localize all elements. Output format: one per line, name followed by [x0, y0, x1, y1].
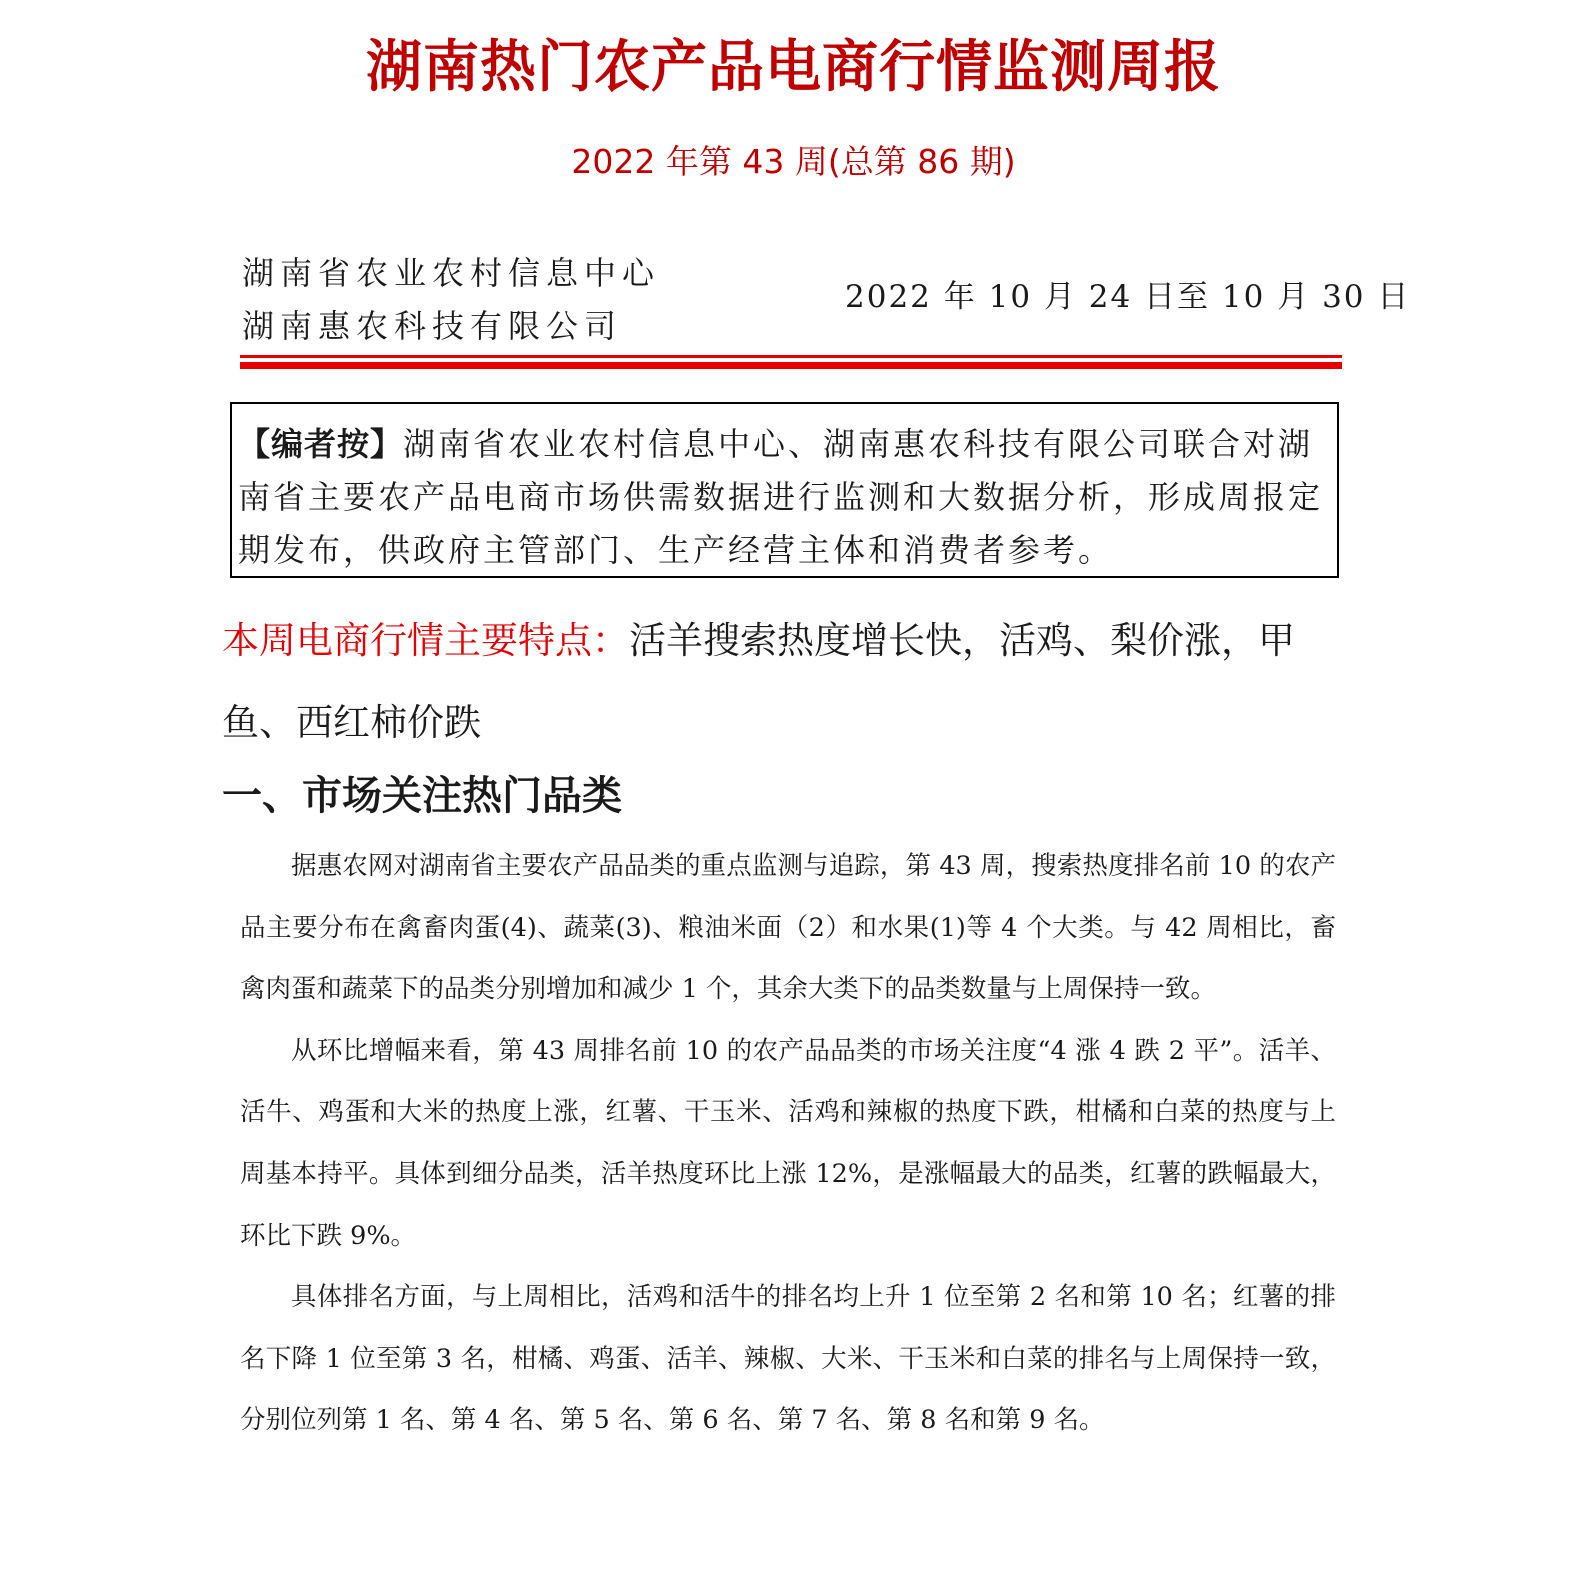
body-paragraph: 具体排名方面，与上周相比，活鸡和活牛的排名均上升 1 位至第 2 名和第 10 名；红薯的排名下降 1 位至第 3 名，柑橘、鸡蛋、活羊、辣椒、大米、干玉米和白菜的排名与上周保持一致，分别位列第 1 名、第 4 名、第 5 名、第 6 名、第 7 名、第 8 名和第 9 名。 — [240, 1282, 1336, 1436]
section-heading: 一、市场关注热门品类 — [222, 773, 622, 819]
header-divider-thin — [240, 355, 1342, 358]
editor-note-text: 湖南省农业农村信息中心、湖南惠农科技有限公司联合对湖南省主要农产品电商市场供需数据进行监测和大数据分析，形成周报定期发布，供政府主管部门、生产经营主体和消费者参考。 — [238, 425, 1324, 569]
report-date-range: 2022 年 10 月 24 日至 10 月 30 日 — [845, 279, 1411, 315]
issue-number: 2022 年第 43 周(总第 86 期) — [571, 142, 1016, 181]
section-body — [240, 836, 1336, 1452]
highlights-label: 本周电商行情主要特点： — [222, 619, 629, 662]
body-paragraph: 据惠农网对湖南省主要农产品品类的重点监测与追踪，第 43 周，搜索热度排名前 10 的农产品主要分布在禽畜肉蛋(4)、蔬菜(3)、粮油米面（2）和水果(1)等 4 个大类。与 42 周相比，畜禽肉蛋和蔬菜下的品类分别增加和减少 1 个，其余大类下的品类数量与上周保持一致。 — [240, 851, 1336, 1005]
highlights-text: 活羊搜索热度增长快，活鸡、梨价涨，甲鱼、西红柿价跌 — [222, 619, 1295, 744]
body-paragraph: 从环比增幅来看，第 43 周排名前 10 的农产品品类的市场关注度“4 涨 4 跌 2 平”。活羊、活牛、鸡蛋和大米的热度上涨，红薯、干玉米、活鸡和辣椒的热度下跌，柑橘和白菜的热度与上周基本持平。具体到细分品类，活羊热度环比上涨 12%，是涨幅最大的品类，红薯的跌幅最大，环比下跌 9%。 — [240, 1035, 1336, 1251]
editor-note-box — [230, 402, 1339, 578]
weekly-highlights — [222, 600, 1352, 764]
publisher-huinong: 湖南惠农科技有限公司 — [242, 307, 623, 345]
editor-note — [238, 418, 1329, 577]
header-divider-thick — [240, 362, 1342, 369]
publisher-info-center: 湖南省农业农村信息中心 — [242, 254, 661, 292]
report-title: 湖南热门农产品电商行情监测周报 — [366, 35, 1221, 100]
editor-note-label: 【编者按】 — [238, 425, 404, 463]
